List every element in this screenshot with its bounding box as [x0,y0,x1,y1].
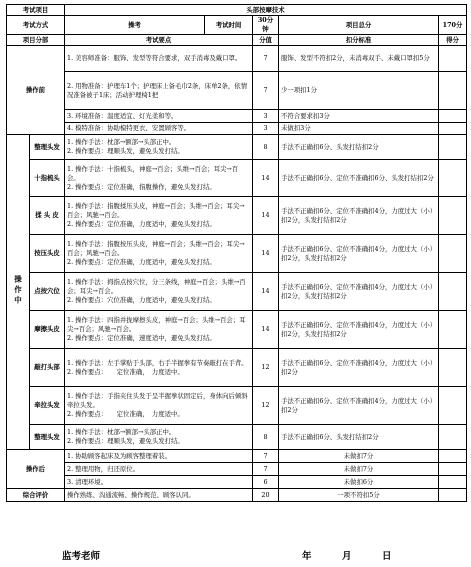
year-label: 年 [302,551,312,562]
col-deduct: 扣分标准 [279,35,439,46]
after-row [7,476,467,489]
step-name: 整理头发 [30,425,65,450]
got-cell [439,235,467,273]
total-label: 项目总分 [279,16,439,35]
points-cell: 1. 美容师准备：服饰、发型等符合要求，双手消毒及戴口罩。 [65,46,253,72]
deduct-cell: 手法不正确扣6分、定位不准确扣4分，力度过大（小）扣2分 [279,349,439,387]
score-cell: 20 [253,489,279,502]
deduct-cell: 手法不正确扣6分、定位不准确扣4分，力度过大（小）扣2分，头发打结扣2分 [279,311,439,349]
before-row [7,72,467,110]
points-cell: 1. 操作手法：枕部→额部→头部正中。 2. 操作要点：理顺头发，避免头发打结。 [65,135,253,160]
step-name: 摩擦头皮 [30,311,65,349]
column-header-row [7,35,467,46]
points-cell: 1. 操作手法：枕部→额部→头部正中。 2. 操作要点：理顺头发，避免头发打结。 [65,425,253,450]
method-row [7,16,467,35]
points-cell: 操作熟练、沟通流畅、操作规范、顾客认同。 [65,489,253,502]
points-cell: 1. 操作手法：手指夹住头发于呈半握拳状固定后，身体向后倾斜牵拉头发。 2. 操作要点： 定位准确， 力度适中。 [65,387,253,425]
points-cell: 2. 整理用物，归还原位。 [65,463,253,476]
got-cell [439,489,467,502]
step-name: 敲打头部 [30,349,65,387]
got-cell [439,387,467,425]
score-cell: 7 [253,450,279,463]
grading-table [6,4,467,502]
step-name: 点按穴位 [30,273,65,311]
got-cell [439,46,467,72]
score-cell: 14 [253,160,279,197]
month-label: 月 [342,551,352,562]
points-cell: 1. 操作手法：拇指点按穴位，分三条线，神庭→百会；头维→百会；耳尖→百会。 2. 操作要点：穴位准确，力度适中，避免头发打结。 [65,273,253,311]
got-cell [439,72,467,110]
points-cell: 1. 操作手法：指腹按压头皮，神庭→百会；头维→百会；耳尖→百会；风驰→百会。 2. 操作要点：定位准确，力度适中，避免头发打结。 [65,235,253,273]
during-row [7,135,467,160]
got-cell [439,273,467,311]
deduct-cell: 手法不正确扣6分、头发打结扣2分 [279,135,439,160]
score-cell: 7 [253,46,279,72]
during-row [7,273,467,311]
points-cell: 1. 操作手法：指腹揉压头皮，神庭→百会；头维→百会；耳尖→百会；风驰→百会。 2. 操作要点：定位准确，力度适中，避免头发打结。 [65,197,253,235]
during-row [7,197,467,235]
section-during-label: 操作中 [13,274,23,307]
during-row [7,311,467,349]
deduct-cell: 未做扣3分 [279,123,439,135]
score-cell: 3 [253,123,279,135]
got-cell [439,123,467,135]
score-cell: 14 [253,273,279,311]
after-row [7,450,467,463]
deduct-cell: 一项不符扣5分 [279,489,439,502]
score-cell: 8 [253,425,279,450]
step-name: 揉 头 皮 [30,197,65,235]
exam-item-label: 考试项目 [7,5,65,16]
col-got: 得分 [439,35,467,46]
points-cell: 1. 操作手法：左手掌贴于头部，右手半握拳有节奏敲打在手背。 2. 操作要点： 定位准确， 力度适中。 [65,349,253,387]
step-name: 十指梳头 [30,160,65,197]
before-row [7,46,467,72]
section-during [7,135,30,450]
points-cell: 1. 协助顾客起床及为顾客整理着装。 [65,450,253,463]
points-cell: 1. 操作手法：十指梳头，神庭→百会；头维→百会；耳尖→百会。 2. 操作要点：定位准确，指腹操作，避免头发打结。 [65,160,253,197]
after-row [7,463,467,476]
step-name: 牵拉头发 [30,387,65,425]
points-cell: 3. 环境准备：温度适宜、灯光柔和等。 [65,110,253,123]
col-points: 考试要点 [65,35,253,46]
got-cell [439,425,467,450]
score-cell: 14 [253,311,279,349]
deduct-cell: 手法不正确扣6分、定位不准确扣4分，力度过大（小）扣2分 [279,387,439,425]
method-value: 操考 [65,16,205,35]
got-cell [439,160,467,197]
title-row [7,5,467,16]
deduct-cell: 不符合要求扣3分 [279,110,439,123]
got-cell [439,197,467,235]
during-row [7,387,467,425]
score-cell: 6 [253,476,279,489]
time-value: 30分钟 [253,16,279,35]
deduct-cell: 手法不正确扣6分、头发打结扣2分 [279,425,439,450]
col-score: 分值 [253,35,279,46]
step-name: 整理头发 [30,135,65,160]
score-cell: 14 [253,235,279,273]
section-overall: 综合评价 [7,489,65,502]
deduct-cell: 手法不正确扣6分、定位不准确扣4分，力度过大（小）扣2分，头发打结扣2分 [279,197,439,235]
during-row [7,425,467,450]
score-cell: 3 [253,110,279,123]
score-cell: 12 [253,349,279,387]
col-part: 项目分部 [7,35,65,46]
score-cell: 8 [253,135,279,160]
deduct-cell: 少一项扣1分 [279,72,439,110]
score-cell: 7 [253,463,279,476]
overall-row [7,489,467,502]
deduct-cell: 手法不正确扣6分、定位不准确扣6分、头发打结扣2分 [279,160,439,197]
got-cell [439,311,467,349]
step-name: 按压头皮 [30,235,65,273]
points-cell: 3. 清理环境。 [65,476,253,489]
signature-footer [0,548,471,562]
points-cell: 4. 模特准备：协助模特更衣、安置顾客等。 [65,123,253,135]
day-label: 日 [382,551,392,562]
section-before: 操作前 [7,46,65,135]
score-cell: 14 [253,197,279,235]
points-cell: 1. 操作手法：四指并拢摩擦头皮，神庭→百会；头维→百会；耳尖→百会；风驰→百会。 2. 操作要点：定位准确，速度适中，避免头发打结。 [65,311,253,349]
method-label: 考试方式 [7,16,65,35]
during-row [7,235,467,273]
got-cell [439,135,467,160]
before-row [7,110,467,123]
got-cell [439,110,467,123]
got-cell [439,476,467,489]
before-row [7,123,467,135]
time-label: 考试时间 [205,16,253,35]
total-value: 170分 [439,16,467,35]
deduct-cell: 手法不正确扣6分、定位不准确扣4分，力度过大（小）扣2分，头发打结扣2分 [279,273,439,311]
deduct-cell: 服饰、发型不符扣2分，未消毒双手、未戴口罩扣5分 [279,46,439,72]
score-cell: 7 [253,72,279,110]
deduct-cell: 未做扣7分 [279,450,439,463]
deduct-cell: 未做扣6分 [279,476,439,489]
exam-item-value: 头部按摩技术 [65,5,467,16]
deduct-cell: 手法不正确扣6分、定位不准确扣4分，力度过大（小）扣2分，头发打结扣2分 [279,235,439,273]
score-cell: 12 [253,387,279,425]
got-cell [439,349,467,387]
examiner-label: 监考老师 [62,551,101,562]
got-cell [439,463,467,476]
during-row [7,160,467,197]
during-row [7,349,467,387]
section-after: 操作后 [7,450,65,489]
deduct-cell: 未做扣7分 [279,463,439,476]
points-cell: 2. 用物准备：护理车1个；护理床上备毛巾2条，床单2条，依情况准备被子1床；活动护理椅1把 [65,72,253,110]
got-cell [439,450,467,463]
